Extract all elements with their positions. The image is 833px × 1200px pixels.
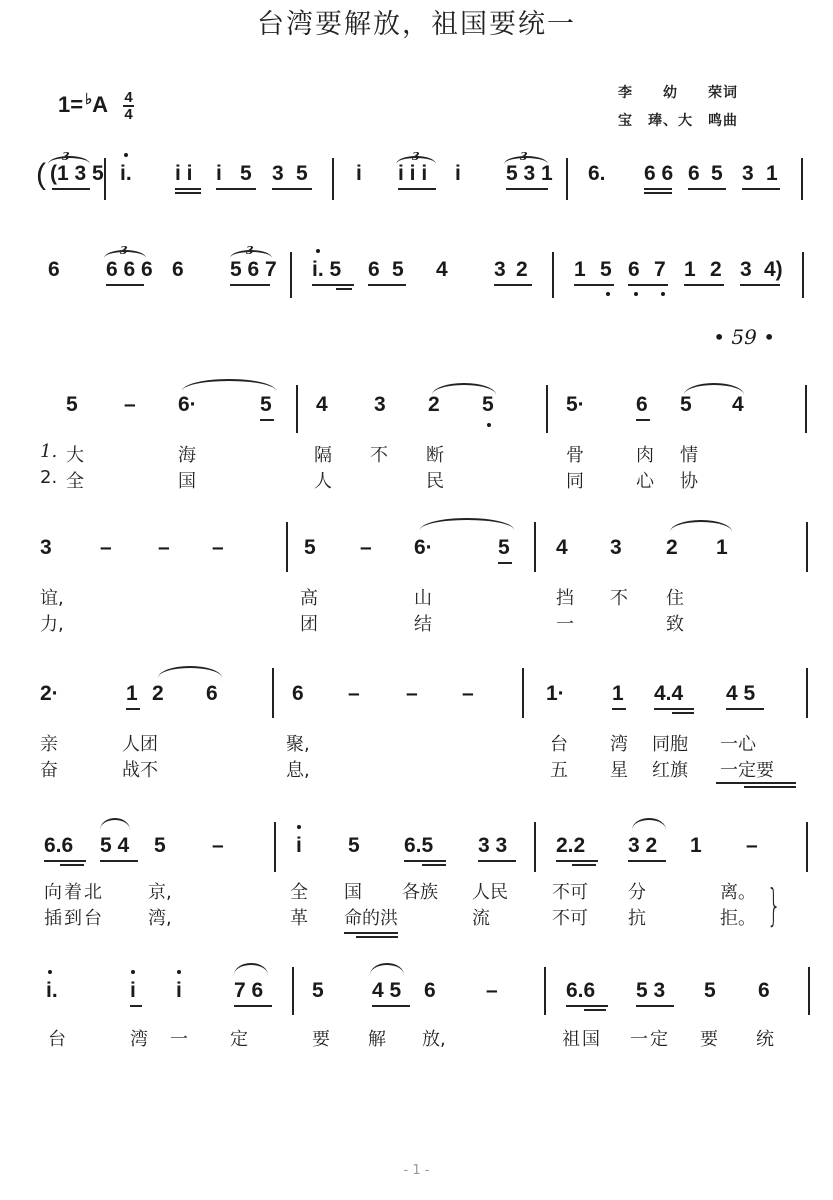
note: 4.4 [654,682,684,705]
lyric: 息, [286,760,310,781]
underline [126,708,140,710]
note: 1 [766,162,778,185]
barline [546,385,548,433]
note: 3 [740,258,752,281]
system-2 [0,240,833,310]
note: 2 [152,682,164,705]
lyric: 一定 [630,1029,670,1050]
lyric: 人 [314,471,332,492]
lyric: 同 [566,471,584,492]
underline [628,860,666,862]
underline [636,1005,674,1007]
note: 3 [610,536,622,559]
note: 5 [154,834,166,857]
note: – [406,682,418,705]
underline [372,1005,410,1007]
barline [806,668,808,718]
underline [130,1005,142,1007]
underline [684,284,724,286]
note: 2 [666,536,678,559]
note: 5 4 [100,834,130,857]
barline [522,668,524,718]
underline [572,864,596,866]
lyric: 战不 [122,760,158,781]
note: – [348,682,360,705]
underline [478,860,516,862]
lyric: 拒。 [720,908,756,929]
lyric: 心 [636,471,654,492]
note: 6 [758,979,770,1002]
note: i i [175,162,193,185]
underline [175,188,201,190]
underline [52,188,90,190]
note: 7 [654,258,666,281]
underline [566,1005,608,1007]
low-octave-dot [487,423,491,427]
barline [272,668,274,718]
note: i [130,979,136,1003]
note: 5 [240,162,252,185]
system-4 [0,512,833,637]
lyric: 结 [414,614,432,635]
barline [286,522,288,572]
lyric: 命的洪 [344,908,398,929]
underline [100,860,138,862]
underline [60,864,84,866]
note: 6 6 [644,162,674,185]
note: 4 [436,258,448,281]
lyric: 放, [422,1029,446,1050]
note: 7 6 [234,979,264,1002]
underline [644,192,672,194]
lyricist-credit: 李 幼 荣词 [618,85,738,101]
system-6 [0,812,833,942]
note: 6 [368,258,380,281]
time-signature [123,90,133,122]
note: 4 5 [372,979,402,1002]
underline [175,192,201,194]
lyric: 力, [40,614,64,635]
note: 6 [172,258,184,281]
note: 1· [546,682,565,705]
lyric: 要 [312,1029,330,1050]
barline [290,252,292,298]
system-1 [0,150,833,210]
lyric: 协 [680,471,698,492]
lyric: 流 [472,908,490,929]
note: 5 [66,393,78,416]
note: i [356,162,362,185]
lyric: 定 [230,1029,248,1050]
song-title: 台湾要解放，祖国要统一 [257,9,576,40]
triplet-mark: 3 [412,150,420,163]
lyric: 全 [66,471,84,492]
triplet-mark: 3 [520,150,528,163]
note: 6· [414,536,433,559]
note: 4 [556,536,568,559]
lyric: 不 [610,588,628,609]
note: 3 [374,393,386,416]
lyric: 插到台 [44,908,104,929]
note: – [100,536,112,559]
note: 1 [684,258,696,281]
underline [612,708,626,710]
barline [801,158,803,200]
low-octave-dot [606,292,610,296]
slur [234,963,268,975]
lyric: 祖国 [562,1029,602,1050]
underline [368,284,406,286]
lyric: 断 [426,445,444,466]
note: 5 [600,258,612,281]
note: i i i [398,162,428,185]
system-3 [0,375,833,500]
lyric: 山 [414,588,432,609]
lyric: 各族 [402,882,438,903]
note: – [212,536,224,559]
note: 5 [711,162,723,185]
note: i. [46,979,58,1003]
system-7 [0,955,833,1065]
barline [806,522,808,572]
note: 1 [126,682,138,705]
note: 3 [742,162,754,185]
lyric: 湾一 [130,1029,210,1050]
note: 5 [348,834,360,857]
underline [744,786,796,788]
barline [552,252,554,298]
note: 6 6 6 [106,258,153,281]
lyric: 向着北 [44,882,104,903]
slur [632,818,666,830]
lyric: 离。 [720,882,756,903]
slur [100,818,130,830]
lyric: 台 [48,1029,66,1050]
triplet-mark: 3 [246,244,254,257]
note: 4 [732,393,744,416]
underline [260,419,274,421]
lyric: 一 [556,614,574,635]
book-page-number: • 59 • [713,325,775,349]
note: 6· [178,393,197,416]
lyric: 台 [550,734,568,755]
underline [398,188,436,190]
note: 6 [206,682,218,705]
slur [158,666,222,678]
underline [498,562,512,564]
note: 3 3 [478,834,508,857]
composer-credit: 宝 琫、大 鸣曲 [618,113,738,129]
lyric: 国 [344,882,362,903]
note: i [296,834,302,858]
lyric: 致 [666,614,684,635]
underline [672,712,694,714]
underline [628,284,668,286]
verse-number: 1. [40,441,58,462]
barline [296,385,298,433]
underline [234,1005,272,1007]
key-note: A [92,92,108,117]
lyric: 国 [178,471,196,492]
triplet-mark: 3 [120,244,128,257]
barline [544,967,546,1015]
verse-number: 2. [40,467,58,488]
lyric: 奋 [40,760,58,781]
lyric: 不 [370,445,388,466]
system-5 [0,658,833,798]
note: i [455,162,461,185]
lyric: 肉 [636,445,654,466]
note: 6.5 [404,834,434,857]
underline [506,188,548,190]
lyric: 住 [666,588,684,609]
lyric: 一定要 [720,760,774,781]
flat-icon: ♭ [85,91,93,108]
underline [636,419,650,421]
lyric: 五 [550,760,568,781]
slur [670,520,732,532]
underline [216,188,256,190]
note: 6 [48,258,60,281]
note: 5· [566,393,585,416]
barline [805,385,807,433]
lyric: 人团 [122,734,158,755]
underline [356,936,398,938]
underline [44,860,86,862]
underline [574,284,614,286]
lyric: 红旗 [652,760,688,781]
lyric: 高 [300,588,318,609]
note: 2 [710,258,722,281]
barline [534,822,536,872]
note: 6 [292,682,304,705]
underline [494,284,532,286]
lyric: 星 [610,760,628,781]
lyric: 情 [680,445,698,466]
low-octave-dot [661,292,665,296]
time-top: 4 [124,89,133,107]
note: 6.6 [44,834,74,857]
underline [716,782,796,784]
underline [272,188,312,190]
note: 6 [424,979,436,1002]
note: 6.6 [566,979,596,1002]
note: 5 [304,536,316,559]
note: 5 6 7 [230,258,277,281]
note: 1 [716,536,728,559]
lyric: 谊, [40,588,64,609]
barline [332,158,334,200]
note: 5 [704,979,716,1002]
note: 1 [612,682,624,705]
page-number: - 1 - [403,1163,430,1178]
note: 6. [588,162,606,185]
note: (1 3 5 [50,162,104,185]
triplet-bracket [104,250,146,258]
lyric: 湾 [610,734,628,755]
note: 5 [392,258,404,281]
underline [688,188,726,190]
note: 5 [296,162,308,185]
triplet-mark: 3 [62,150,70,163]
lyric: 民 [426,471,444,492]
slur [370,963,404,975]
underline [654,708,694,710]
lyric: 海 [178,445,196,466]
note: 2 [516,258,528,281]
key-label: 1= [58,92,84,117]
note: i [216,162,222,185]
lyric: 革 [290,908,308,929]
lyric: 全 [290,882,308,903]
note: 6 [688,162,700,185]
note: – [360,536,372,559]
note: 5 [498,536,510,559]
barline [802,252,804,298]
note: 1 [690,834,702,857]
underline [584,1009,606,1011]
verse-brace: } [767,880,781,931]
underline [644,188,672,190]
note: – [462,682,474,705]
lyric: 抗 [628,908,646,929]
underline [556,860,598,862]
note: 5 3 [636,979,666,1002]
note: i. 5 [312,258,341,282]
note: 3 2 [628,834,658,857]
note: – [158,536,170,559]
underline [336,288,352,290]
lyric: 大 [66,445,84,466]
note: 1 [574,258,586,281]
underline [740,284,780,286]
lyric: 不可 [552,882,588,903]
note: 5 [680,393,692,416]
lyric: 要 [700,1029,718,1050]
lyric: 隔 [314,445,332,466]
note: 6 [628,258,640,281]
note: i [176,979,182,1003]
note: 4 [316,393,328,416]
note: – [212,834,224,857]
barline [292,967,294,1015]
note: 4) [764,258,783,281]
underline [422,864,446,866]
slur [182,379,276,391]
lyric: 解 [368,1029,386,1050]
barline [274,822,276,872]
note: 2 [428,393,440,416]
note: 3 [494,258,506,281]
lyric: 分 [628,882,646,903]
lyric: 聚, [286,734,310,755]
underline [230,284,270,286]
note: 5 3 1 [506,162,553,185]
paren-open: ( [36,158,46,191]
underline [344,932,398,934]
note: – [486,979,498,1002]
underline [404,860,446,862]
low-octave-dot [634,292,638,296]
barline [566,158,568,200]
barline [534,522,536,572]
barline [808,967,810,1015]
time-bottom: 4 [124,106,133,124]
barline [104,158,106,200]
lyric: 骨 [566,445,584,466]
underline [106,284,144,286]
lyric: 同胞 [652,734,688,755]
note: 5 [482,393,494,416]
note: 6 [636,393,648,416]
underline [312,284,354,286]
note: i. [120,162,132,186]
lyric: 一心 [720,734,756,755]
note: – [124,393,136,416]
lyric: 挡 [556,588,574,609]
note: 3 [272,162,284,185]
underline [726,708,764,710]
lyric: 亲 [40,734,58,755]
lyric: 人民 [472,882,508,903]
lyric: 统 [756,1029,774,1050]
key-signature [58,90,134,122]
slur [420,518,514,530]
note: 3 [40,536,52,559]
barline [806,822,808,872]
lyric: 团 [300,614,318,635]
triplet-bracket [230,250,272,258]
lyric: 湾, [148,908,172,929]
note: – [746,834,758,857]
note: 4 5 [726,682,756,705]
underline [742,188,780,190]
note: 2.2 [556,834,586,857]
lyric: 不可 [552,908,588,929]
note: 2· [40,682,59,705]
note: 5 [260,393,272,416]
lyric: 京, [148,882,172,903]
note: 5 [312,979,324,1002]
